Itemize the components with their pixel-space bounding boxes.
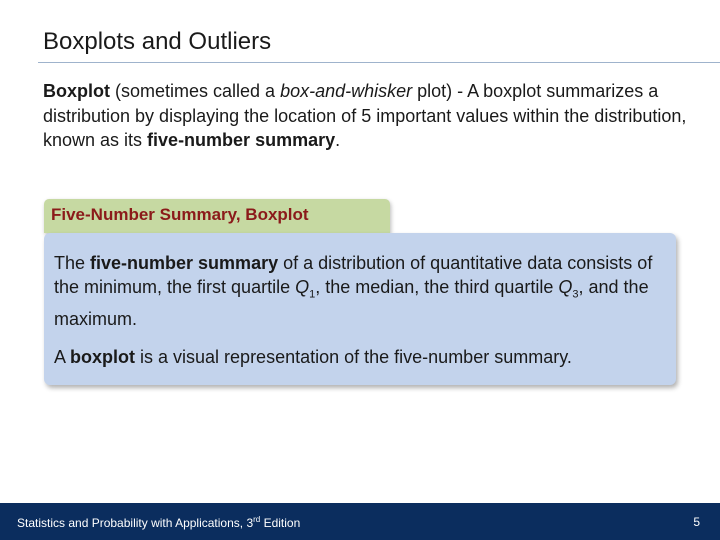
- def2-bold-term: boxplot: [70, 347, 136, 367]
- def2-text-1: A: [54, 347, 71, 367]
- def1-text-4: , and the maximum.: [54, 277, 649, 329]
- intro-term: Boxplot: [43, 81, 110, 101]
- footer-book-title: [17, 515, 300, 530]
- intro-bold-term: five-number summary: [147, 130, 336, 150]
- def2-text-2: is a visual representation of the five-number summary.: [135, 347, 572, 367]
- intro-italic-term: box-and-whisker: [280, 81, 413, 101]
- definition-paragraph-2: [54, 345, 664, 369]
- intro-text-2: plot) - A boxplot summarizes a distribution by displaying the location of 5 important values within the distribution, known as its: [43, 81, 687, 150]
- footer-text-sup: rd: [253, 515, 261, 524]
- def1-bold-term: five-number summary: [90, 253, 279, 273]
- q3-subscript: 3: [572, 288, 579, 301]
- def1-text-3: , the median, the third quartile: [315, 277, 559, 297]
- page-number: 5: [693, 515, 700, 529]
- def1-text-1: The: [54, 253, 91, 273]
- slide-title: Boxplots and Outliers: [43, 28, 272, 55]
- definition-paragraph-1: [54, 251, 664, 331]
- title-divider: [38, 62, 720, 63]
- definition-box-title: Five-Number Summary, Boxplot: [51, 205, 309, 224]
- footer-text-pre: Statistics and Probability with Applications, 3: [17, 516, 254, 530]
- q1-subscript: 1: [309, 288, 316, 301]
- intro-paragraph: [43, 79, 693, 153]
- def1-text-2: of a distribution of quantitative data consists of the minimum, the first quartile: [54, 253, 653, 297]
- footer-text-post: Edition: [260, 516, 301, 530]
- q3-symbol: Q: [558, 277, 573, 297]
- q1-symbol: Q: [295, 277, 310, 297]
- intro-text-3: .: [335, 130, 341, 150]
- intro-text-1: (sometimes called a: [110, 81, 281, 101]
